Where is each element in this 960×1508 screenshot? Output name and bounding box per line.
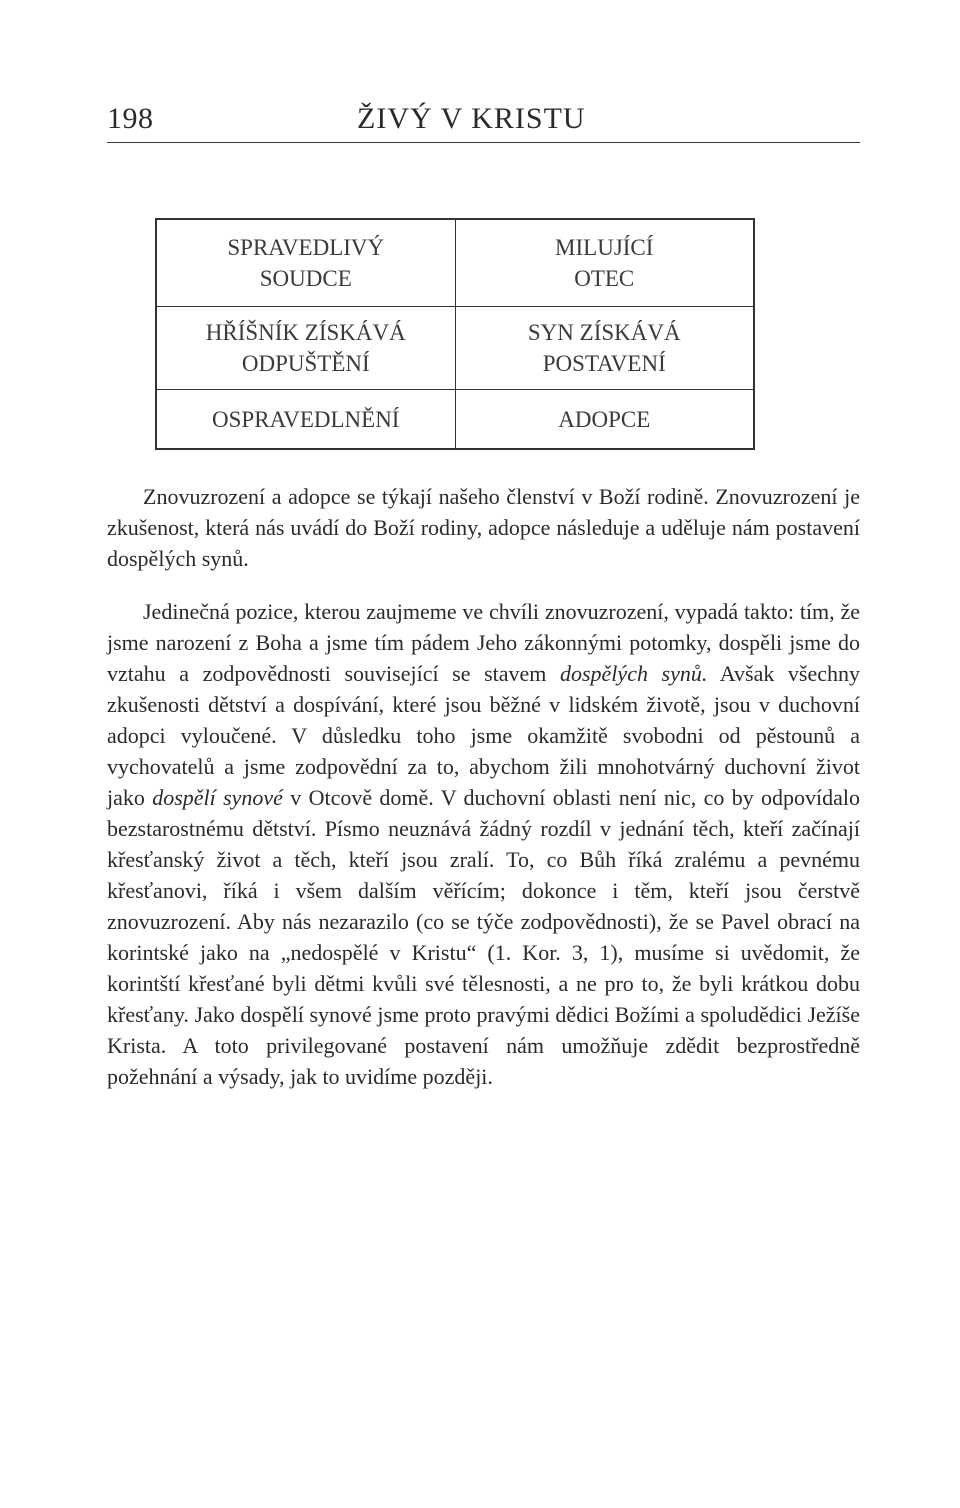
cell-text: SOUDCE (259, 266, 352, 291)
table-cell (156, 390, 455, 450)
body-paragraph (107, 596, 860, 1092)
table-cell (455, 219, 754, 307)
paragraph-text: Avšak všechny zkušenosti dětství a dospívání, které jsou běžné v lidském životě, jsou v duchovní adopci vyloučené. V důsledku toho jsme okamžitě svobodni od pěstounů a vychovatelů a jsme zodpovědní za to, abychom žili mnohotvárný duchovní život jako (107, 661, 861, 810)
table-row (156, 390, 754, 450)
table-cell (156, 307, 455, 390)
page-header (107, 96, 860, 143)
table-row (156, 219, 754, 307)
paragraph-text: Jedinečná pozice, kterou zaujmeme ve chvíli znovuzrození, vypadá takto: tím, že jsme narození z Boha a jsme tím pádem Jeho zákonnými potomky, dospěli jsme do vztahu a zodpovědnosti související se stavem (107, 599, 860, 686)
running-title: ŽIVÝ V KRISTU (357, 102, 586, 135)
cell-text: HŘÍŠNÍK ZÍSKÁVÁ (205, 320, 406, 345)
comparison-table (155, 218, 755, 450)
page-number: 198 (107, 102, 154, 135)
cell-text: OTEC (574, 266, 635, 291)
emphasis-text: dospělí synové (152, 785, 283, 810)
table-cell (455, 390, 754, 450)
table-row (156, 307, 754, 390)
cell-text: MILUJÍCÍ (555, 235, 654, 260)
cell-text: OSPRAVEDLNĚNÍ (212, 406, 400, 432)
emphasis-text: dospělých synů. (559, 661, 708, 686)
cell-text: SPRAVEDLIVÝ (227, 235, 385, 260)
paragraph-text: v Otcově domě. V duchovní oblasti není nic, co by odpovídalo bezstarostnému dětství. Písmo neuznává žádný rozdíl v jednání těch, kteří začínají křesťanský život a těch, kteří jsou zralí. To, co Bůh říká zralému a pevnému křesťanovi, říká i všem dalším věřícím; dokonce i těm, kteří jsou čerstvě znovuzrození. Aby nás nezarazilo (co se týče zodpovědnosti), že se Pavel obrací na korintské jako na „nedospělé v Kristu“ (1. Kor. 3, 1), musíme si uvědomit, že korintští křesťané byli dětmi kvůli své tělesnosti, a ne pro to, že byli krátkou dobu křesťany. Jako dospělí synové jsme proto pravými dědici Božími a spoludědici Ježíše Krista. A toto privilegované postavení nám umožňuje zdědit bezprostředně požehnání a výsady, jak to uvidíme později. (107, 785, 861, 1089)
table-cell (455, 307, 754, 390)
cell-text: SYN ZÍSKÁVÁ (527, 320, 681, 345)
table-cell (156, 219, 455, 307)
cell-text: ODPUŠTĚNÍ (241, 351, 370, 376)
body-paragraph: Znovuzrození a adopce se týkají našeho členství v Boží rodině. Znovuzrození je zkušenost, která nás uvádí do Boží rodiny, adopce následuje a uděluje nám postavení dospělých synů. (107, 484, 860, 571)
cell-text: ADOPCE (558, 406, 651, 432)
cell-text: POSTAVENÍ (542, 351, 666, 376)
